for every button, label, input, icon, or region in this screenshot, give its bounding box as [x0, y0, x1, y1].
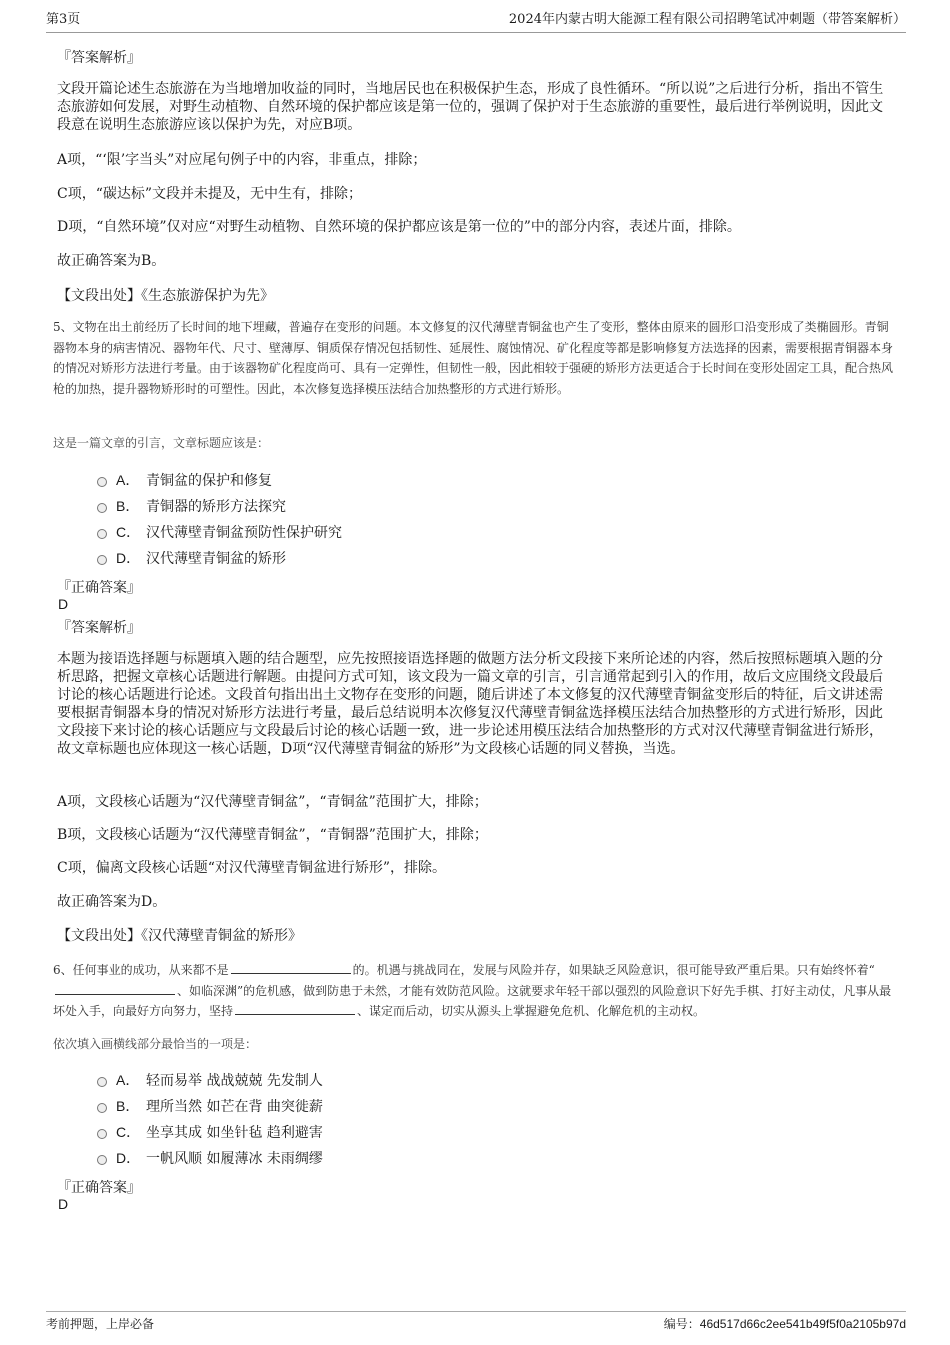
q4-analysis: 文段开篇论述生态旅游在为当地增加收益的同时，当地居民也在积极保护生态，形成了良性循环。“所以说”之后进行分析，指出不管生态旅游如何发展，对野生动植物、自然环境的保护都应该是第一位的，强调了保护对于生态旅游的重要性，最后进行举例说明，因此文段意在说明生态旅游应该以保护为先，对应B项。: [57, 81, 884, 133]
page-footer: [46, 1311, 906, 1332]
q6-stem-part-1: 6、任何事业的成功，从来都不是: [53, 963, 229, 977]
option-text: 青铜器的矫形方法探究: [146, 499, 286, 515]
q5-answer: D: [58, 596, 69, 612]
option-letter: C．: [116, 524, 141, 540]
q5-option-a[interactable]: [97, 470, 272, 490]
fill-blank-3: [235, 1002, 355, 1015]
radio-icon[interactable]: [97, 529, 107, 539]
q5-option-d[interactable]: [97, 548, 286, 568]
q6-answer: D: [58, 1196, 69, 1212]
radio-icon[interactable]: [97, 503, 107, 513]
radio-icon[interactable]: [97, 1129, 107, 1139]
page-header: [46, 10, 906, 33]
q6-answer-label: 『正确答案』: [57, 1180, 141, 1196]
q6-stem-part-3: 、如临深渊”的危机感，做到防患于未然，才能有效防范风险。这就要求年轻干部以强烈的风险意识下好先手棋、打好主动仗，凡事从最坏处入手，向最好方向努力，坚持: [53, 983, 892, 1018]
footer-code-value: 46d517d66c2ee541b49f5f0a2105b97d: [699, 1317, 906, 1331]
q6-option-c[interactable]: [97, 1122, 323, 1142]
q6-prompt: 依次填入画横线部分最恰当的一项是：: [53, 1037, 258, 1051]
option-letter: D．: [116, 1150, 141, 1166]
radio-icon[interactable]: [97, 1103, 107, 1113]
q5-option-c-note: C项，偏离文段核心话题“对汉代薄壁青铜盆进行矫形”，排除。: [57, 860, 447, 876]
option-letter: C．: [116, 1124, 141, 1140]
radio-icon[interactable]: [97, 477, 107, 487]
option-text: 理所当然 如芒在背 曲突徙薪: [146, 1099, 323, 1115]
q6-option-b[interactable]: [97, 1096, 323, 1116]
option-letter: A．: [116, 1072, 140, 1088]
q5-option-b-note: B项，文段核心话题为“汉代薄壁青铜盆”，“青铜器”范围扩大，排除；: [57, 827, 488, 843]
option-text: 一帆风顺 如履薄冰 未雨绸缪: [146, 1151, 323, 1167]
q5-option-b[interactable]: [97, 496, 286, 516]
q5-answer-label: 『正确答案』: [57, 580, 141, 596]
option-text: 轻而易举 战战兢兢 先发制人: [146, 1073, 323, 1089]
page-number: 第3页: [46, 12, 81, 27]
option-text: 青铜盆的保护和修复: [146, 473, 272, 489]
q4-option-a-note: A项，“‘限’字当头”对应尾句例子中的内容，非重点，排除；: [57, 152, 427, 168]
q6-option-a[interactable]: [97, 1070, 323, 1090]
q5-analysis: 本题为接语选择题与标题填入题的结合题型，应先按照接语选择题的做题方法分析文段接下来所论述的内容，然后按照标题填入题的分析思路，把握文章核心话题进行解题。由提问方式可知，该文段为一篇文章的引言，引言通常起到引入的作用，故后文应围绕文段最后讨论的核心话题进行论述。文段首句指出出土文物存在变形的问题，随后讲述了本文修复的汉代薄壁青铜盆变形后的特征，后文讲述需要根据青铜器本身的情况对矫形方法进行考量，最后总结说明本次修复汉代薄壁青铜盆选择模压法结合加热整形的方式进行矫形，因此文段接下来讨论的核心话题应与文段最后讨论的核心话题一致，进一步论述用模压法结合加热整形的方式对汉代薄壁青铜盆进行矫形，故文章标题也应体现这一核心话题，D项“汉代薄壁青铜盆的矫形”为文段核心话题的同义替换，当选。: [57, 651, 883, 757]
radio-icon[interactable]: [97, 1077, 107, 1087]
q5-analysis-label: 『答案解析』: [57, 620, 141, 636]
option-letter: A．: [116, 472, 140, 488]
q5-option-c[interactable]: [97, 522, 342, 542]
option-text: 坐享其成 如坐针毡 趋利避害: [146, 1125, 323, 1141]
q6-stem-part-4: 、谋定而后动，切实从源头上掌握避免危机、化解危机的主动权。: [357, 1004, 706, 1018]
option-letter: B．: [116, 1098, 140, 1114]
q5-prompt: 这是一篇文章的引言，文章标题应该是：: [53, 436, 270, 450]
option-text: 汉代薄壁青铜盆的矫形: [146, 551, 286, 567]
q4-source: 【文段出处】《生态旅游保护为先》: [57, 288, 274, 304]
q6-stem-part-2: 的。机遇与挑战同在，发展与风险并存，如果缺乏风险意识，很可能导致严重后果。只有始终怀着“: [352, 963, 875, 977]
radio-icon[interactable]: [97, 1155, 107, 1165]
document-title: 2024年内蒙古明大能源工程有限公司招聘笔试冲刺题（带答案解析）: [508, 12, 906, 27]
q5-conclusion: 故正确答案为D。: [57, 894, 167, 910]
q4-analysis-label: 『答案解析』: [57, 50, 141, 66]
footer-code-label: 编号：: [663, 1317, 700, 1331]
q5-stem: 5、文物在出土前经历了长时间的地下埋藏，普遍存在变形的问题。本文修复的汉代薄壁青铜盆也产生了变形，整体由原来的圆形口沿变形成了类椭圆形。青铜器物本身的病害情况、器物年代、尺寸、壁薄厚、铜质保存情况包括韧性、延展性、腐蚀情况、矿化程度等都是影响修复方法选择的因素，需要根据青铜器本身的情况对矫形方法进行考量。由于该器物矿化程度尚可、具有一定弹性，但韧性一般，因此相较于强硬的矫形方法更适合于长时间在变形处固定工具，配合热风枪的加热，提升器物矫形时的可塑性。因此，本次修复选择模压法结合加热整形的方式进行矫形。: [53, 320, 894, 396]
option-letter: D．: [116, 550, 141, 566]
footer-code: [664, 1315, 906, 1332]
fill-blank-1: [231, 961, 351, 974]
radio-icon[interactable]: [97, 555, 107, 565]
footer-slogan: 考前押题，上岸必备: [46, 1317, 155, 1331]
q5-option-a-note: A项，文段核心话题为“汉代薄壁青铜盆”，“青铜盆”范围扩大，排除；: [57, 794, 488, 810]
q6-option-d[interactable]: [97, 1148, 323, 1168]
q5-source: 【文段出处】《汉代薄壁青铜盆的矫形》: [57, 928, 302, 944]
q4-conclusion: 故正确答案为B。: [57, 253, 166, 269]
option-text: 汉代薄壁青铜盆预防性保护研究: [146, 525, 342, 541]
option-letter: B．: [116, 498, 140, 514]
q4-option-d-note: D项，“自然环境”仅对应“对野生动植物、自然环境的保护都应该是第一位的”中的部分内容，表述片面，排除。: [57, 219, 741, 235]
fill-blank-2: [55, 982, 175, 995]
q4-option-c-note: C项，“碳达标”文段并未提及，无中生有，排除；: [57, 186, 363, 202]
q6-stem: [53, 960, 893, 1022]
